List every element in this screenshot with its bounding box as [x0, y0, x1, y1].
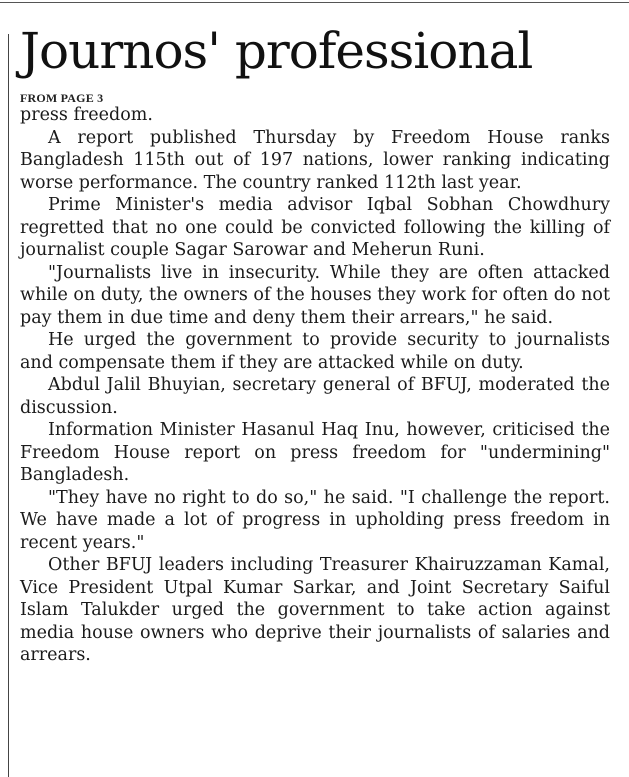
headline: Journos' professional: [20, 22, 533, 80]
paragraph: Information Minister Hasanul Haq Inu, however, criticised the Freedom House report on press freedom for "undermining" Bangladesh.: [20, 420, 610, 485]
paragraph: Other BFUJ leaders including Treasurer Khairuzzaman Kamal, Vice President Utpal Kumar Sarkar, and Joint Secretary Saiful Islam Talukder urged the government to take action against media house owners who deprive their journalists of salaries and arrears.: [20, 555, 610, 665]
paragraph: He urged the government to provide security to journalists and compensate them if they are attacked while on duty.: [20, 330, 610, 373]
article-body: [20, 104, 610, 667]
paragraph: Prime Minister's media advisor Iqbal Sobhan Chowdhury regretted that no one could be convicted following the killing of journalist couple Sagar Sarowar and Meherun Runi.: [20, 195, 610, 260]
top-border-rule: [0, 2, 629, 3]
paragraph: "Journalists live in insecurity. While they are often attacked while on duty, the owners of the houses they work for often do not pay them in due time and deny them their arrears," he said.: [20, 262, 610, 328]
news-article: [20, 20, 610, 667]
paragraph: Abdul Jalil Bhuyian, secretary general of BFUJ, moderated the discussion.: [20, 375, 610, 418]
jump-line: FROM PAGE 3: [20, 91, 104, 105]
paragraph: "They have no right to do so," he said. "I challenge the report. We have made a lot of progress in upholding press freedom in recent years.": [20, 487, 610, 553]
paragraph: press freedom.: [20, 105, 153, 125]
column-left-rule: [8, 34, 9, 777]
paragraph: A report published Thursday by Freedom House ranks Bangladesh 115th out of 197 nations, lower ranking indicating worse performance. The country ranked 112th last year.: [20, 127, 610, 193]
